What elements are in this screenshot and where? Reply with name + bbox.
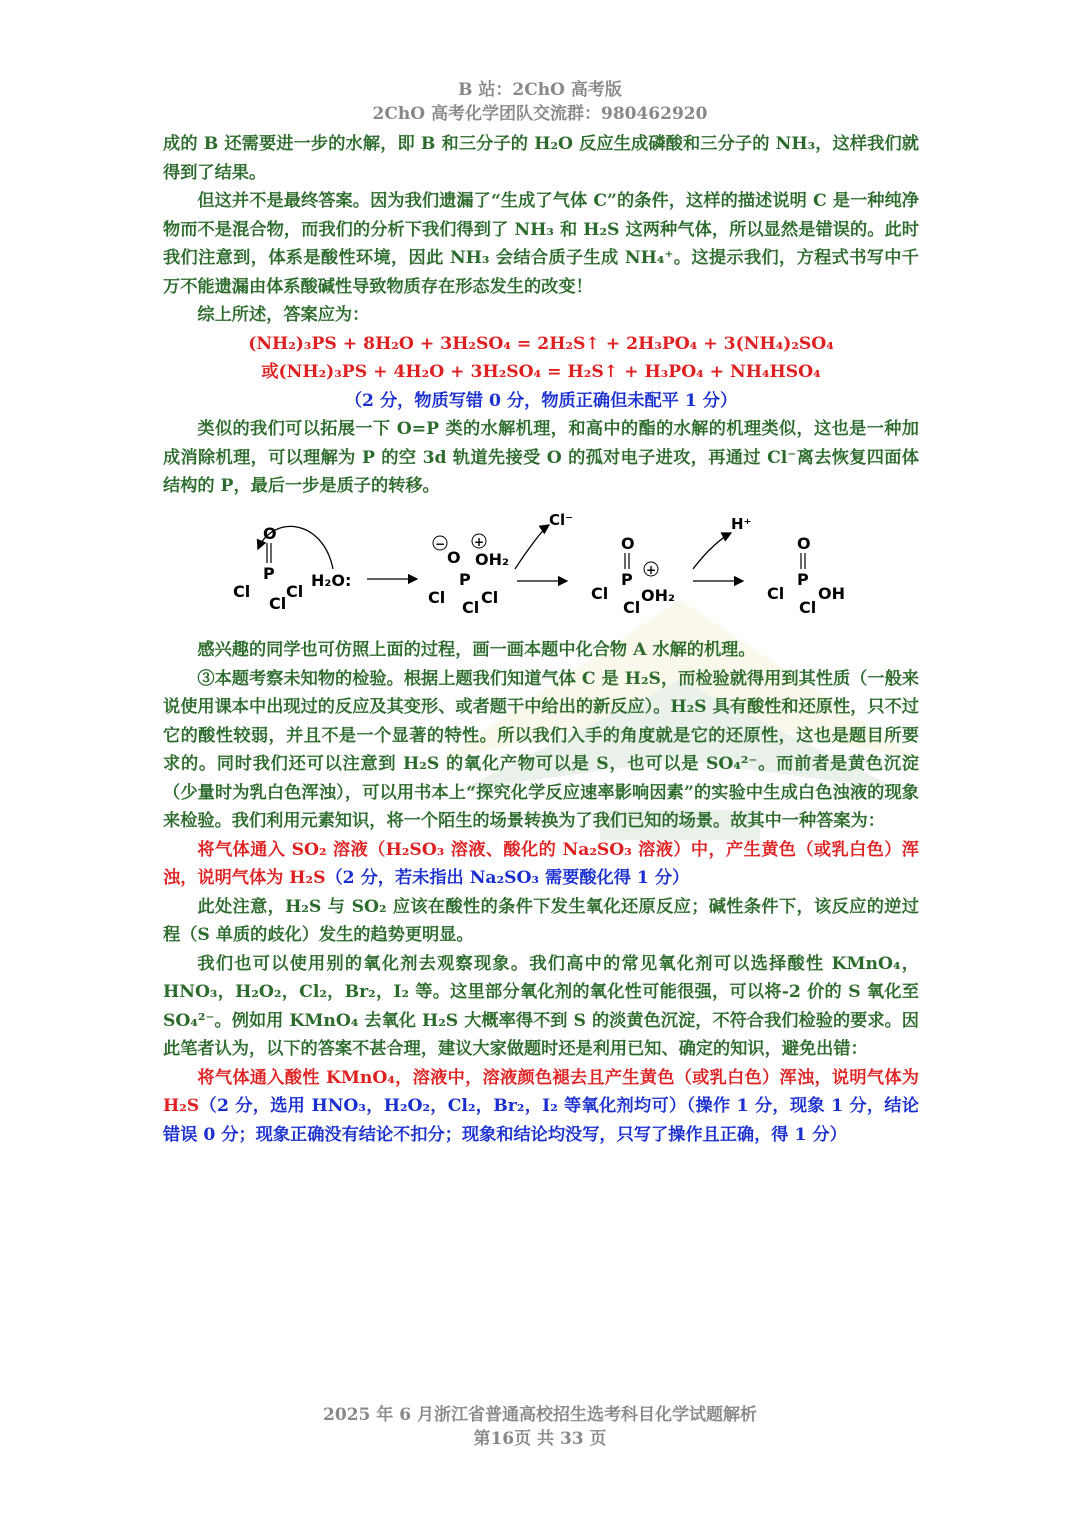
oh-group: OH xyxy=(818,583,845,603)
header-qq-group: 2ChO 高考化学团队交流群：980462920 xyxy=(372,104,708,124)
answer-1 xyxy=(163,836,919,893)
plus-charge: + xyxy=(646,562,657,577)
answer-2 xyxy=(163,1064,919,1150)
atom-p: P xyxy=(263,563,275,583)
hydrolysis-mechanism-scheme xyxy=(163,509,919,621)
footer-title: 2025 年 6 月浙江省普通高校招生选考科目化学试题解析 xyxy=(323,1405,757,1425)
paragraph-summary: 综上所述，答案应为： xyxy=(197,305,370,325)
atom-cl: Cl xyxy=(428,587,446,607)
atom-o: O xyxy=(621,533,635,553)
answer-1-score: （2 分，若未指出 Na₂SO₃ 需要酸化得 1 分） xyxy=(325,868,690,888)
minus-charge: − xyxy=(435,536,446,551)
atom-p: P xyxy=(621,569,633,589)
paragraph-other-oxidants: 我们也可以使用别的氧化剂去观察现象。我们高中的常见氧化剂可以选择酸性 KMnO₄，HNO₃，H₂O₂，Cl₂，Br₂，I₂ 等。这里部分氧化剂的氧化性可能很强，可以将-2 价的 S 氧化至 SO₄²⁻。例如用 KMnO₄ 去氧化 H₂S 大概率得不到 S 的淡黄色沉淀，不符合我们检验的要求。因此笔者认为，以下的答案不甚合理，建议大家做题时还是利用已知、确定的知识，避免出错： xyxy=(163,953,919,1059)
atom-cl: Cl xyxy=(286,581,304,601)
paragraph-mechanism: 类似的我们可以拓展一下 O=P 类的水解机理，和高中的酯的水解的机理类似，这也是一种加成消除机理，可以理解为 P 的空 3d 轨道先接受 O 的孤对电子进攻，再通过 Cl⁻离去恢复四面体结构的 P，最后一步是质子的转移。 xyxy=(163,419,919,496)
page-number: 第16页 共 33 页 xyxy=(473,1429,607,1449)
equation-1: (NH₂)₃PS + 8H₂O + 3H₂SO₄ = 2H₂S↑ + 2H₃PO₄ + 3(NH₄)₂SO₄ xyxy=(248,333,834,354)
plus-charge: + xyxy=(474,534,485,549)
atom-cl: Cl xyxy=(233,581,251,601)
atom-cl: Cl xyxy=(767,583,785,603)
paragraph-not-final: 但这并不是最终答案。因为我们遗漏了“生成了气体 C”的条件，这样的描述说明 C 是一种纯净物而不是混合物，而我们的分析下我们得到了 NH₃ 和 H₂S 这两种气体，所以显然是错误的。此时我们注意到，体系是酸性环境，因此 NH₃ 会结合质子生成 NH₄⁺。这提示我们，方程式书写中千万不能遗漏由体系酸碱性导致物质存在形态发生的改变！ xyxy=(163,191,919,297)
intermediate-2 xyxy=(591,534,675,617)
proton-leaving: H⁺ xyxy=(731,514,752,533)
oh2-group: OH₂ xyxy=(641,585,675,605)
answer-2-text: 将气体通入酸性 KMnO₄，溶液中，溶液颜色褪去且产生黄色（或乳白色）浑浊，说明气体为 H₂S xyxy=(163,1067,919,1116)
atom-cl: Cl xyxy=(591,583,609,603)
pocl3-molecule xyxy=(233,524,351,613)
atom-p: P xyxy=(797,569,809,589)
answer-2-score: （2 分，选用 HNO₃，H₂O₂，Cl₂，Br₂，I₂ 等氧化剂均可）（操作 1 分，现象 1 分，结论错误 0 分；现象正确没有结论不扣分；现象和结论均没写，只写了操作且正确，得 1 分） xyxy=(163,1096,919,1145)
atom-o: O xyxy=(447,547,461,567)
page-footer xyxy=(0,1403,1080,1451)
atom-cl: Cl xyxy=(799,597,817,617)
atom-o: O xyxy=(263,523,277,543)
atom-cl: Cl xyxy=(462,597,480,617)
header-bilibili: B 站：2ChO 高考版 xyxy=(458,80,622,100)
atom-p: P xyxy=(459,569,471,589)
product-molecule xyxy=(767,534,845,617)
score-note-1: （2 分，物质写错 0 分，物质正确但未配平 1 分） xyxy=(344,390,738,411)
atom-cl: Cl xyxy=(481,587,499,607)
water-molecule: H₂O: xyxy=(311,570,352,590)
paragraph-hydrolysis-b: 成的 B 还需要进一步的水解，即 B 和三分子的 H₂O 反应生成磷酸和三分子的 NH₃，这样我们就得到了结果。 xyxy=(163,134,919,183)
paragraph-interest: 感兴趣的同学也可仿照上面的过程，画一画本题中化合物 A 水解的机理。 xyxy=(197,640,756,660)
intermediate-1 xyxy=(428,534,509,617)
page-header xyxy=(0,78,1080,126)
atom-o: O xyxy=(797,533,811,553)
paragraph-detection: ③本题考察未知物的检验。根据上题我们知道气体 C 是 H₂S，而检验就得用到其性质（一般来说使用课本中出现过的反应及其变形、或者题干中给出的新反应）。H₂S 具有酸性和还原性，只不过它的酸性较弱，并且不是一个显著的特性。所以我们入手的角度就是它的还原性，这也是题目所要求的。同时我们还可以注意到 H₂S 的氧化产物可以是 S，也可以是 SO₄²⁻。而前者是黄色沉淀（少量时为乳白色浑浊），可以用书本上“探究化学反应速率影响因素”的实验中生成白色浊液的现象来检验。我们利用元素知识，将一个陌生的场景转换为了我们已知的场景。故其中一种答案为： xyxy=(163,668,919,831)
atom-cl: Cl xyxy=(269,593,287,613)
article-body xyxy=(163,130,919,1149)
equation-2: 或(NH₂)₃PS + 4H₂O + 3H₂SO₄ = H₂S↑ + H₃PO₄ + NH₄HSO₄ xyxy=(261,362,821,382)
oh2-group: OH₂ xyxy=(475,549,509,569)
paragraph-note-acid: 此处注意，H₂S 与 SO₂ 应该在酸性的条件下发生氧化还原反应；碱性条件下，该反应的逆过程（S 单质的歧化）发生的趋势更明显。 xyxy=(163,896,919,945)
chloride-leaving: Cl⁻ xyxy=(549,510,574,529)
atom-cl: Cl xyxy=(623,597,641,617)
answer-1-text: 将气体通入 SO₂ 溶液（H₂SO₃ 溶液、酸化的 Na₂SO₃ 溶液）中，产生黄色（或乳白色）浑浊，说明气体为 H₂S xyxy=(163,839,919,888)
